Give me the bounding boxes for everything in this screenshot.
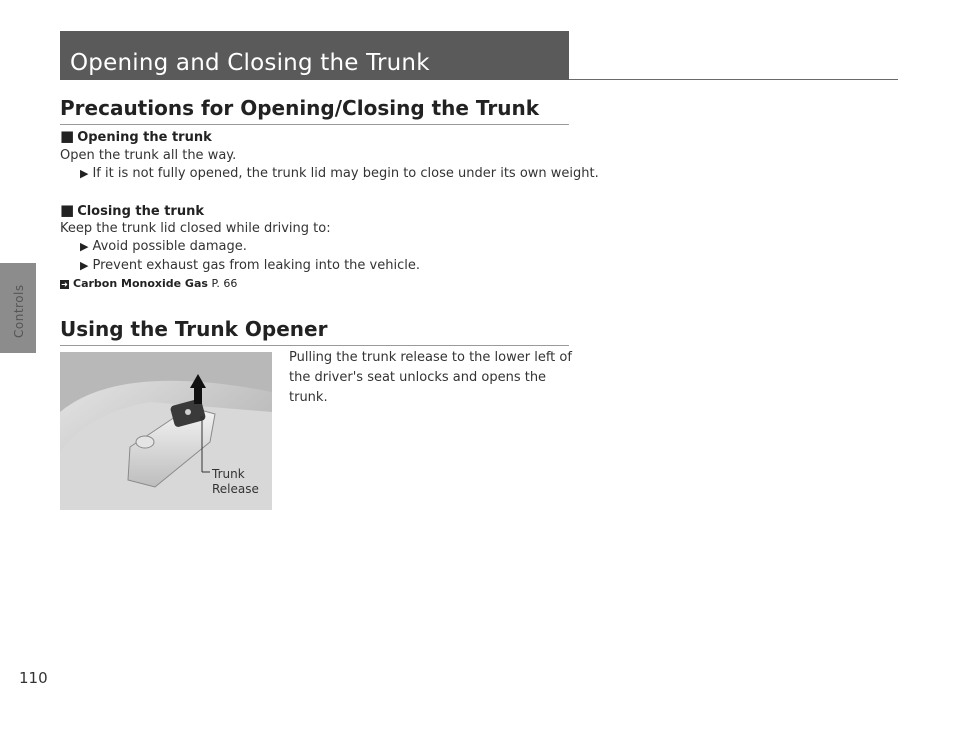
trunk-release-caption (212, 467, 259, 497)
square-bullet-icon: ■ (60, 127, 75, 145)
closing-bullet-text: Avoid possible damage. (92, 239, 247, 254)
opening-text: Open the trunk all the way. (60, 148, 237, 163)
title-rule (569, 79, 898, 80)
closing-bullet (80, 239, 247, 254)
subheading-closing (60, 201, 204, 219)
caption-line: Trunk (212, 467, 245, 481)
cross-reference-icon: ➜ (61, 280, 68, 289)
arrow-icon: ▶ (80, 240, 89, 253)
xref-page: P. 66 (211, 277, 238, 290)
arrow-icon: ▶ (80, 259, 89, 272)
title-bar (60, 31, 569, 80)
trunk-opener-description: Pulling the trunk release to the lower left of the driver's seat unlocks and opens the trunk. (289, 350, 572, 405)
cross-reference-link[interactable] (60, 277, 237, 290)
section-label: Controls (12, 284, 26, 338)
section-heading-precautions: Precautions for Opening/Closing the Trunk (60, 96, 569, 125)
subheading-opening-text: Opening the trunk (77, 130, 212, 145)
closing-text: Keep the trunk lid closed while driving to: (60, 221, 331, 236)
closing-bullet-text: Prevent exhaust gas from leaking into the vehicle. (92, 258, 420, 273)
arrow-icon: ▶ (80, 167, 89, 180)
page-number: 110 (19, 669, 48, 687)
subheading-opening (60, 127, 212, 145)
caption-line: Release (212, 482, 259, 496)
page-title: Opening and Closing the Trunk (70, 50, 430, 76)
subheading-closing-text: Closing the trunk (77, 204, 204, 219)
section-heading-trunk-opener: Using the Trunk Opener (60, 317, 569, 346)
square-bullet-icon: ■ (60, 201, 75, 219)
xref-title: Carbon Monoxide Gas (73, 277, 208, 290)
closing-bullet (80, 258, 420, 273)
opening-bullet-text: If it is not fully opened, the trunk lid may begin to close under its own weight. (92, 166, 599, 181)
opening-bullet (80, 166, 599, 181)
